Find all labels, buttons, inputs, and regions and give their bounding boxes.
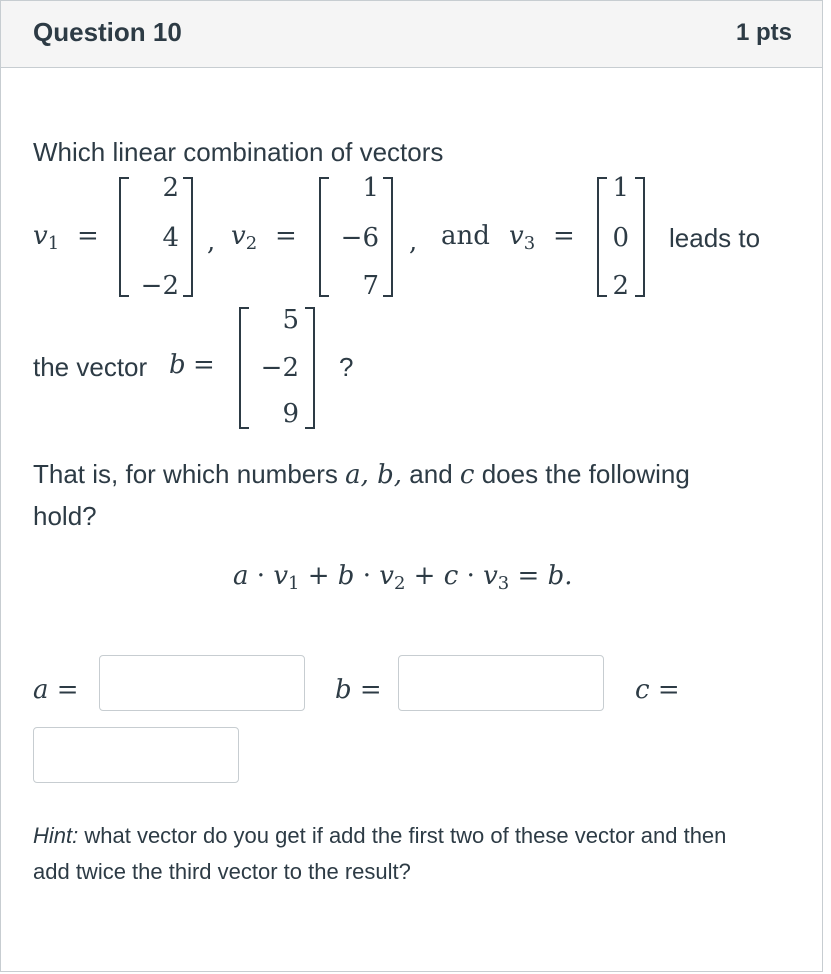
v1-entry: 4: [162, 223, 179, 253]
answer-a-input[interactable]: [99, 655, 305, 711]
v3-equals: =: [553, 221, 575, 251]
question-mark: ?: [339, 352, 354, 382]
hint-line-1: Hint: what vector do you get if add the first two of these vector and then: [33, 823, 727, 848]
b-entry: −2: [260, 353, 299, 383]
leads-to-text: leads to: [669, 223, 761, 253]
v1-label: $v_1$: [33, 221, 60, 254]
v3-entry: 2: [612, 271, 629, 301]
b-left-bracket: [239, 307, 249, 429]
v3-right-bracket: [635, 177, 645, 297]
v1-right-bracket: [183, 177, 193, 297]
v2-entry: 1: [362, 173, 379, 203]
v1-entry: 2: [162, 173, 179, 203]
v2-label: $v_2$: [231, 221, 258, 254]
comma: ,: [409, 227, 418, 257]
question-points: 1 pts: [735, 19, 792, 46]
b-right-bracket: [305, 307, 315, 429]
answer-c-input[interactable]: [33, 727, 239, 783]
question-header: [1, 1, 822, 68]
b-vector-label: b: [169, 350, 186, 380]
and-word: and: [441, 221, 490, 251]
b-entry: 9: [282, 399, 299, 429]
the-vector-text: the vector: [33, 352, 148, 382]
v2-equals: =: [275, 221, 297, 251]
question-intro: Which linear combination of vectors: [33, 137, 444, 167]
combination-equation: $a \cdot v_1 + b \cdot v_2 + c \cdot v_3 = b$.: [233, 561, 573, 594]
v1-entry: −2: [140, 271, 179, 301]
that-is-line-2: hold?: [33, 501, 97, 531]
answer-c-label: c =: [635, 675, 680, 705]
comma: ,: [207, 227, 216, 257]
answer-a-label: a =: [33, 675, 79, 705]
that-is-line: That is, for which numbers a, b, and c does the following: [33, 459, 690, 490]
v3-label: $v_3$: [509, 221, 536, 254]
v2-entry: −6: [340, 223, 379, 253]
b-equals: =: [193, 350, 215, 380]
v2-right-bracket: [383, 177, 393, 297]
v3-entry: 1: [612, 173, 629, 203]
v3-entry: 0: [612, 223, 629, 253]
question-title: Question 10: [33, 17, 182, 47]
v1-left-bracket: [119, 177, 129, 297]
v1-equals: =: [77, 221, 99, 251]
v2-entry: 7: [362, 271, 379, 301]
v2-left-bracket: [319, 177, 329, 297]
b-entry: 5: [282, 305, 299, 335]
answer-b-label: b =: [335, 675, 382, 705]
hint-line-2: add twice the third vector to the result?: [33, 859, 411, 884]
answer-b-input[interactable]: [398, 655, 604, 711]
